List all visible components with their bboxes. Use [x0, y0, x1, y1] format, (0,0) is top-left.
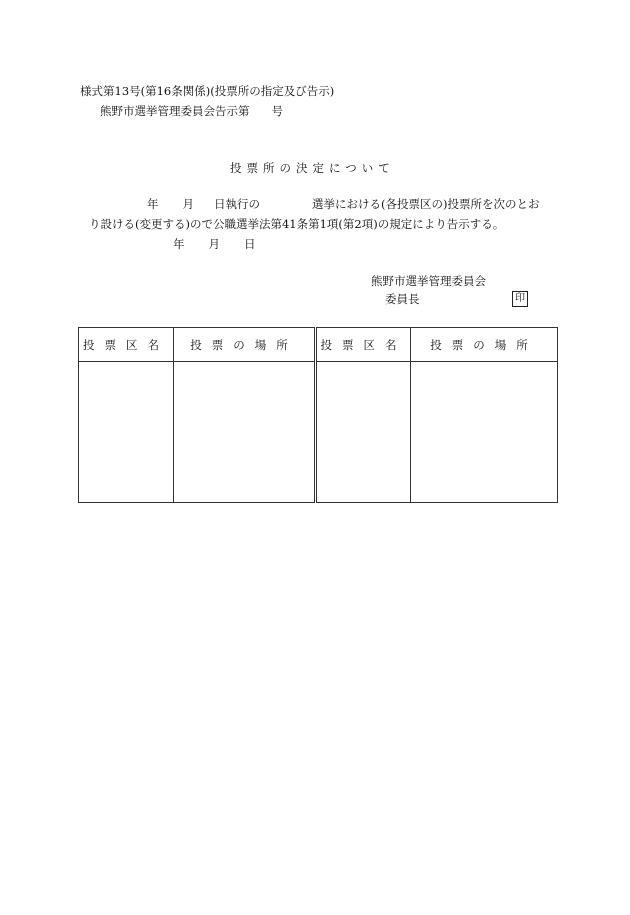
table-cell: [79, 362, 174, 503]
committee-name: 熊野市選挙管理委員会: [371, 274, 486, 288]
notice-suffix: 号: [271, 104, 283, 118]
body-line1-rest: 選挙における(各投票区の)投票所を次のとお: [312, 197, 540, 211]
notice-prefix: 熊野市選挙管理委員会告示第: [100, 104, 250, 118]
body-month: 月: [182, 197, 194, 211]
header-district-name-1: 投票区名: [79, 328, 174, 362]
table-cell: [316, 362, 411, 503]
table-row: [79, 362, 558, 503]
date-day: 日: [244, 237, 256, 251]
document-title: 投票所の決定について: [230, 161, 395, 175]
table-header-row: [79, 328, 558, 362]
body-line-2: り設ける(変更する)ので公職選挙法第41条第1項(第2項)の規定により告示する。: [89, 217, 505, 231]
table-cell: [174, 362, 316, 503]
date-year: 年: [173, 237, 185, 251]
chairman-label: 委員長: [385, 292, 420, 306]
polling-place-table: [78, 327, 558, 503]
notice-date: [173, 239, 256, 251]
header-polling-place-1: 投票の場所: [174, 328, 316, 362]
date-month: 月: [208, 237, 220, 251]
table-cell: [411, 362, 558, 503]
body-year: 年: [147, 197, 159, 211]
header-polling-place-2: 投票の場所: [411, 328, 558, 362]
notice-number: [100, 106, 283, 118]
seal-mark: 印: [512, 291, 528, 307]
form-label: 様式第13号(第16条関係)(投票所の指定及び告示): [80, 84, 335, 98]
body-line-1: [89, 199, 539, 211]
header-district-name-2: 投票区名: [316, 328, 411, 362]
body-day-execution: 日執行の: [214, 197, 260, 211]
